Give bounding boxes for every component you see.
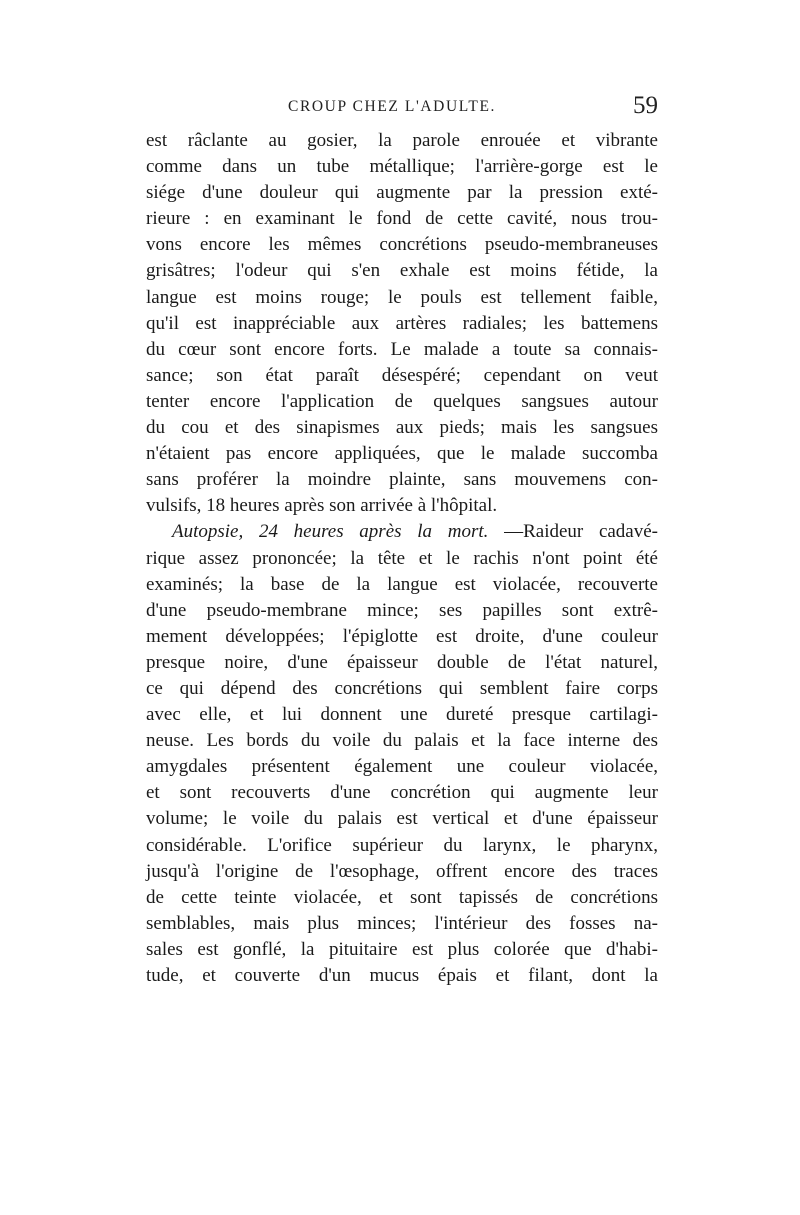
text-line: mement développées; l'épiglotte est droite, d'une couleur xyxy=(146,625,658,647)
text-line: tenter encore l'application de quelques sangsues autour xyxy=(146,390,658,412)
text-line: considérable. L'orifice supérieur du larynx, le pharynx, xyxy=(146,834,658,856)
text-line: ce qui dépend des concrétions qui semblent faire corps xyxy=(146,677,658,699)
text-line: d'une pseudo-membrane mince; ses papilles sont extrê- xyxy=(146,599,658,621)
text-line: et sont recouverts d'une concrétion qui augmente leur xyxy=(146,782,658,804)
autopsy-first-line-rest: —Raideur cadavé- xyxy=(504,521,659,543)
text-line: rieure : en examinant le fond de cette cavité, nous trou- xyxy=(146,208,658,230)
text-line: jusqu'à l'origine de l'œsophage, offrent encore des traces xyxy=(146,860,658,882)
text-line xyxy=(146,519,658,545)
text-line: avec elle, et lui donnent une dureté presque cartilagi- xyxy=(146,704,658,726)
text-line: rique assez prononcée; la tête et le rachis n'ont point été xyxy=(146,547,658,569)
text-line: semblables, mais plus minces; l'intérieur des fosses na- xyxy=(146,912,658,934)
text-line: de cette teinte violacée, et sont tapissés de concrétions xyxy=(146,886,658,908)
text-line: tude, et couverte d'un mucus épais et filant, dont la xyxy=(146,965,658,986)
text-line: langue est moins rouge; le pouls est tellement faible, xyxy=(146,286,658,308)
text-line: sales est gonflé, la pituitaire est plus colorée que d'habi- xyxy=(146,938,658,960)
text-line: examinés; la base de la langue est violacée, recouverte xyxy=(146,573,658,595)
body-text xyxy=(146,128,658,989)
running-head xyxy=(148,92,658,122)
text-line: vulsifs, 18 heures après son arrivée à l'hôpital. xyxy=(146,495,498,517)
running-title: CROUP CHEZ L'ADULTE. xyxy=(288,98,497,115)
autopsy-heading: Autopsie, 24 heures après la mort. xyxy=(172,521,489,543)
text-line: grisâtres; l'odeur qui s'en exhale est moins fétide, la xyxy=(146,260,658,282)
text-line: sans proférer la moindre plainte, sans mouvemens con- xyxy=(146,469,658,491)
text-line: neuse. Les bords du voile du palais et la face interne des xyxy=(146,730,658,752)
paragraph-observation xyxy=(146,128,658,519)
text-line: du cou et des sinapismes aux pieds; mais les sangsues xyxy=(146,417,658,439)
text-line: siége d'une douleur qui augmente par la pression exté- xyxy=(146,182,658,204)
text-line: du cœur sont encore forts. Le malade a toute sa connais- xyxy=(146,338,658,360)
text-line: presque noire, d'une épaisseur double de l'état naturel, xyxy=(146,651,658,673)
text-line: qu'il est inappréciable aux artères radiales; les battemens xyxy=(146,312,658,334)
text-line: sance; son état paraît désespéré; cependant on veut xyxy=(146,364,658,386)
text-line: n'étaient pas encore appliquées, que le malade succomba xyxy=(146,443,658,465)
paragraph-autopsy xyxy=(146,519,658,989)
text-line: comme dans un tube métallique; l'arrière-gorge est le xyxy=(146,156,658,178)
text-line: volume; le voile du palais est vertical et d'une épaisseur xyxy=(146,808,658,830)
text-line: vons encore les mêmes concrétions pseudo-membraneuses xyxy=(146,234,658,256)
text-line: amygdales présentent également une couleur violacée, xyxy=(146,756,658,778)
text-line: est râclante au gosier, la parole enrouée et vibrante xyxy=(146,130,658,151)
page-number: 59 xyxy=(633,92,658,119)
